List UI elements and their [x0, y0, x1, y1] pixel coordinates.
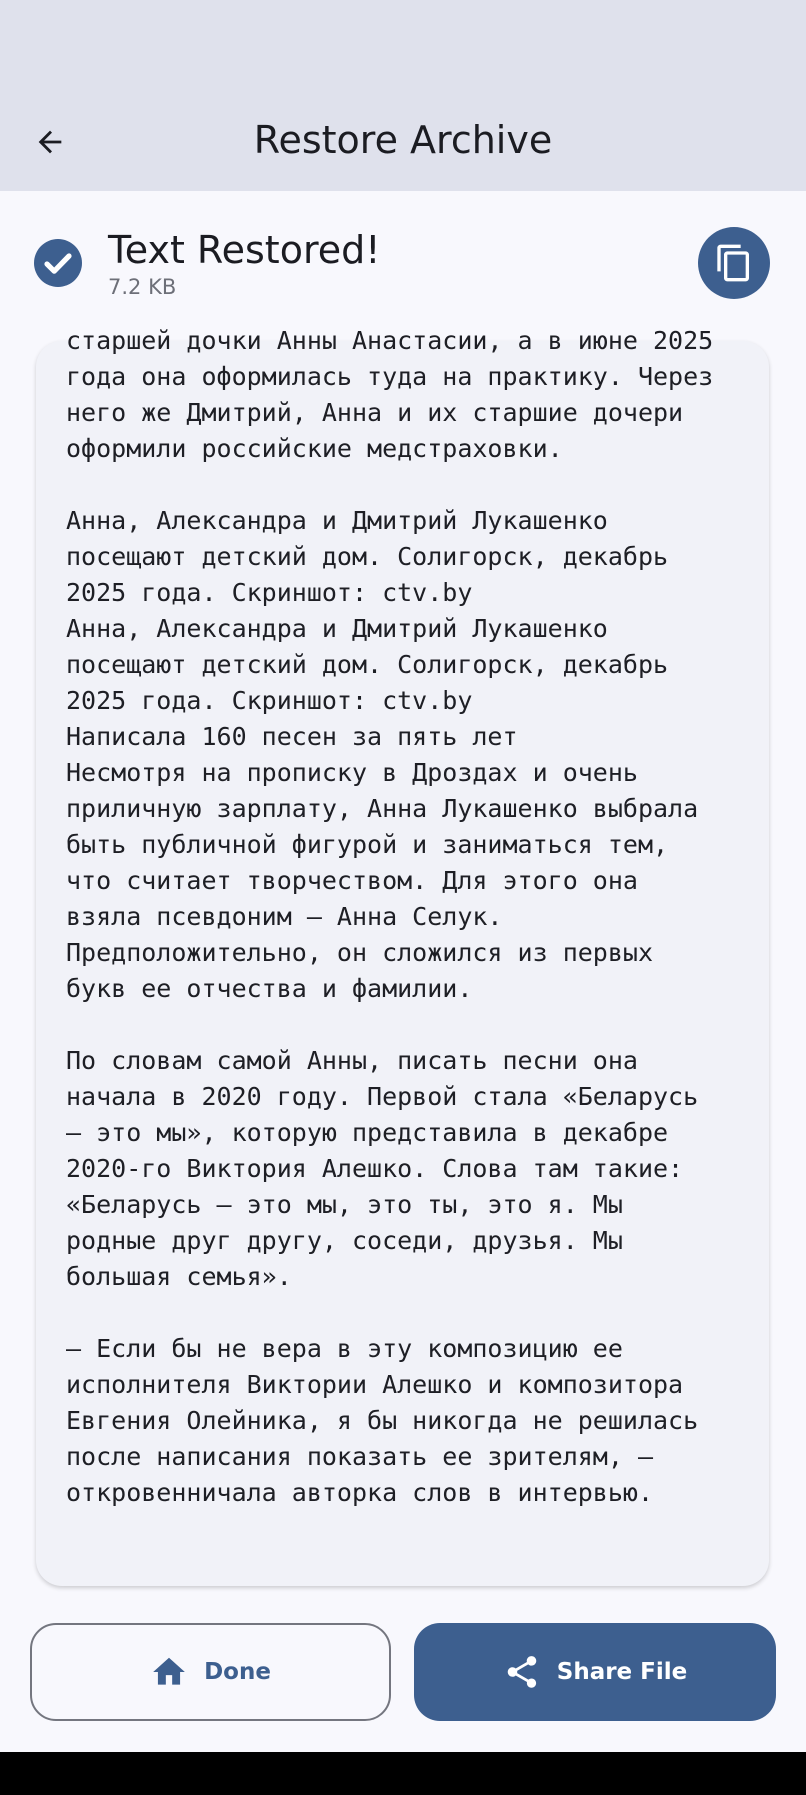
check-circle-icon [34, 239, 82, 287]
done-label: Done [204, 1659, 271, 1685]
share-file-button[interactable] [414, 1623, 776, 1721]
home-icon [150, 1653, 188, 1691]
app-bar [0, 92, 806, 191]
restored-text-card[interactable] [36, 326, 769, 1586]
page-title: Restore Archive [253, 118, 553, 162]
result-title: Text Restored! [108, 228, 381, 272]
share-label: Share File [556, 1659, 688, 1685]
done-button[interactable] [30, 1623, 391, 1721]
system-navigation-bar [0, 1752, 806, 1795]
share-icon [503, 1653, 541, 1691]
result-header [0, 191, 806, 341]
file-size: 7.2 KB [108, 275, 177, 299]
status-bar-area [0, 0, 806, 92]
copy-icon [714, 243, 754, 283]
restored-text: старшей дочки Анны Анастасии, а в июне 2025 года она оформилась туда на практику. Через него же Дмитрий, Анна и их старшие дочери оформили российские медстраховки. Анна, Александра и Дмитрий Лукашенко посещают детский дом. Солигорск, декабрь 2025 года. Скриншот: ctv.by Анна, Александра и Дмитрий Лукашенко посещают детский дом. Солигорск, декабрь 2025 года. Скриншот: ctv.by Написала 160 песен за пять лет Несмотря на прописку в Дроздах и очень приличную зарплату, Анна Лукашенко выбрала быть публичной фигурой и заниматься тем, что считает творчеством. Для этого она взяла псевдоним — Анна Селук. Предположительно, он сложился из первых букв ее отчества и фамилии. По словам самой Анны, писать песни она начала в 2020 году. Первой стала «Беларусь — это мы», которую представила в декабре 2020-го Виктория Алешко. Слова там такие: «Беларусь — это мы, это ты, это я. Мы родные друг другу, соседи, друзья. Мы большая семья». — Если бы не вера в эту композицию ее исполнителя Виктории Алешко и композитора Евгения Олейника, я бы никогда не решилась после написания показать ее зрителям, — откровенничала авторка слов в интервью. [66, 326, 714, 1507]
copy-button[interactable] [698, 227, 770, 299]
